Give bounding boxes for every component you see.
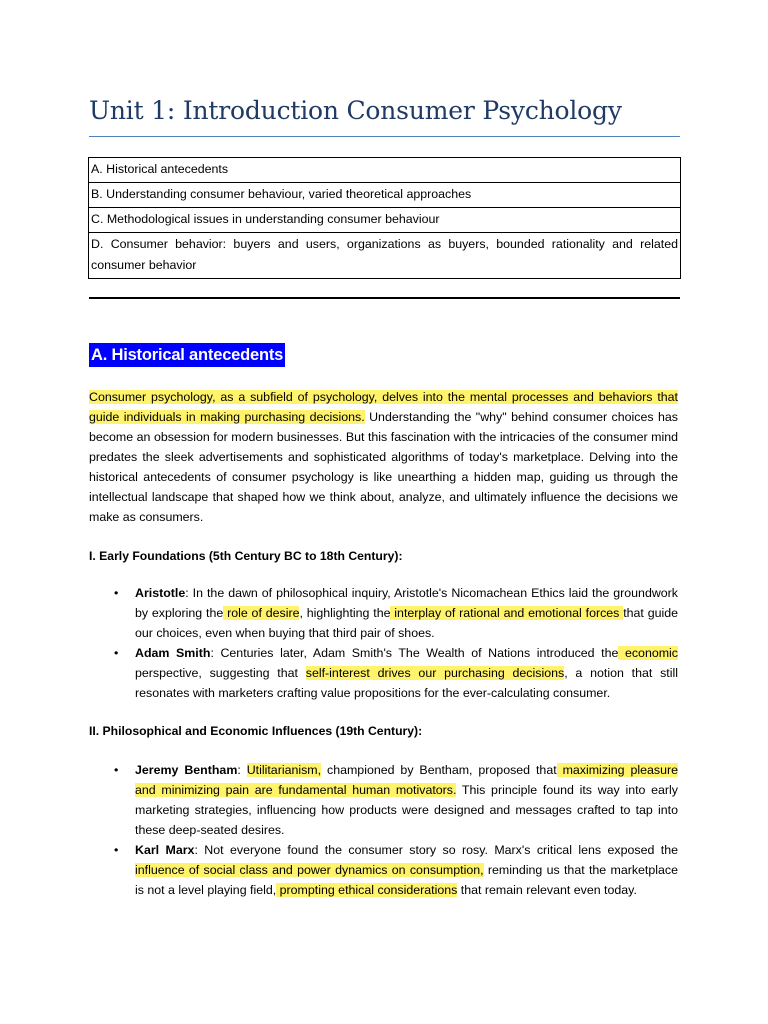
highlighted-text: maximizing pleasure and minimizing pain are fundamental human motivators. (135, 763, 678, 797)
bullet-marker: • (114, 646, 119, 660)
bullet-marker: • (114, 763, 119, 777)
item-text: , a notion that still resonates with marketers crafting value propositions for the ever-calculating consumer. (135, 666, 678, 700)
section-heading: A. Historical antecedents (89, 343, 285, 367)
contents-row (89, 233, 681, 279)
item-text: , highlighting the (299, 606, 391, 620)
contents-table (88, 157, 681, 279)
title-divider (89, 136, 680, 137)
item-name: Aristotle (135, 586, 186, 600)
item-text: This principle found its way into early marketing strategies, influencing how products were designed and messages crafted to tap into these deep-seated desires. (135, 783, 678, 837)
contents-row (89, 183, 681, 208)
page-title: Unit 1: Introduction Consumer Psychology (89, 96, 622, 125)
bullet-list (89, 760, 678, 900)
contents-cell: A. Historical antecedents (89, 158, 681, 183)
subsection-heading: II. Philosophical and Economic Influences (19th Century): (89, 724, 423, 738)
item-text: that remain relevant even today. (457, 883, 637, 897)
highlighted-text: role of desire (223, 606, 300, 620)
item-text: : In the dawn of philosophical inquiry, Aristotle's Nicomachean Ethics laid the groundwork by exploring the (135, 586, 678, 620)
bullet-list (89, 583, 678, 703)
item-text: perspective, suggesting that (135, 666, 306, 680)
list-item (89, 643, 678, 703)
list-item (89, 840, 678, 900)
paragraph-text: Understanding the "why" behind consumer choices has become an obsession for modern businesses. But this fascination with the intricacies of the consumer mind predates the sleek advertisements and sophisticated algorithms of today's marketplace. Delving into the historical antecedents of consumer psychology is like unearthing a hidden map, guiding us through the intellectual landscape that shaped how we think about, analyze, and ultimately influence the decisions we make as consumers. (89, 410, 678, 524)
highlighted-text: self-interest drives our purchasing decisions (305, 666, 565, 680)
bullet-marker: • (114, 843, 119, 857)
highlighted-text: Utilitarianism, (246, 763, 322, 777)
list-item (89, 760, 678, 840)
item-name: Adam Smith (135, 646, 211, 660)
item-text: that guide our choices, even when buying that third pair of shoes. (135, 606, 679, 640)
item-text: reminding us that the marketplace is not a level playing field, (135, 863, 678, 897)
contents-row (89, 158, 681, 183)
section-divider (89, 297, 680, 299)
item-text: : Centuries later, Adam Smith's The Wealth of Nations introduced the (210, 646, 619, 660)
intro-paragraph (89, 387, 678, 527)
item-text: championed by Bentham, proposed that (321, 763, 557, 777)
contents-cell: B. Understanding consumer behaviour, varied theoretical approaches (89, 183, 681, 208)
contents-row (89, 208, 681, 233)
item-name: Jeremy Bentham (135, 763, 238, 777)
highlighted-text: prompting ethical considerations (276, 883, 458, 897)
subsection-heading: I. Early Foundations (5th Century BC to 18th Century): (89, 549, 403, 563)
bullet-marker: • (114, 586, 119, 600)
item-name: Karl Marx (135, 843, 195, 857)
highlighted-text: economic (618, 646, 678, 660)
item-text: : (237, 763, 247, 777)
highlighted-text: Consumer psychology, as a subfield of psychology, delves into the mental processes and behaviors that guide individuals in making purchasing decisions. (89, 390, 678, 424)
highlighted-text: influence of social class and power dynamics on consumption, (135, 863, 484, 877)
item-text: : Not everyone found the consumer story so rosy. Marx's critical lens exposed the (194, 843, 678, 857)
contents-cell: C. Methodological issues in understanding consumer behaviour (89, 208, 681, 233)
list-item (89, 583, 678, 643)
highlighted-text: interplay of rational and emotional forces (390, 606, 624, 620)
contents-cell: D. Consumer behavior: buyers and users, organizations as buyers, bounded rationality and related consumer behavior (89, 233, 681, 279)
